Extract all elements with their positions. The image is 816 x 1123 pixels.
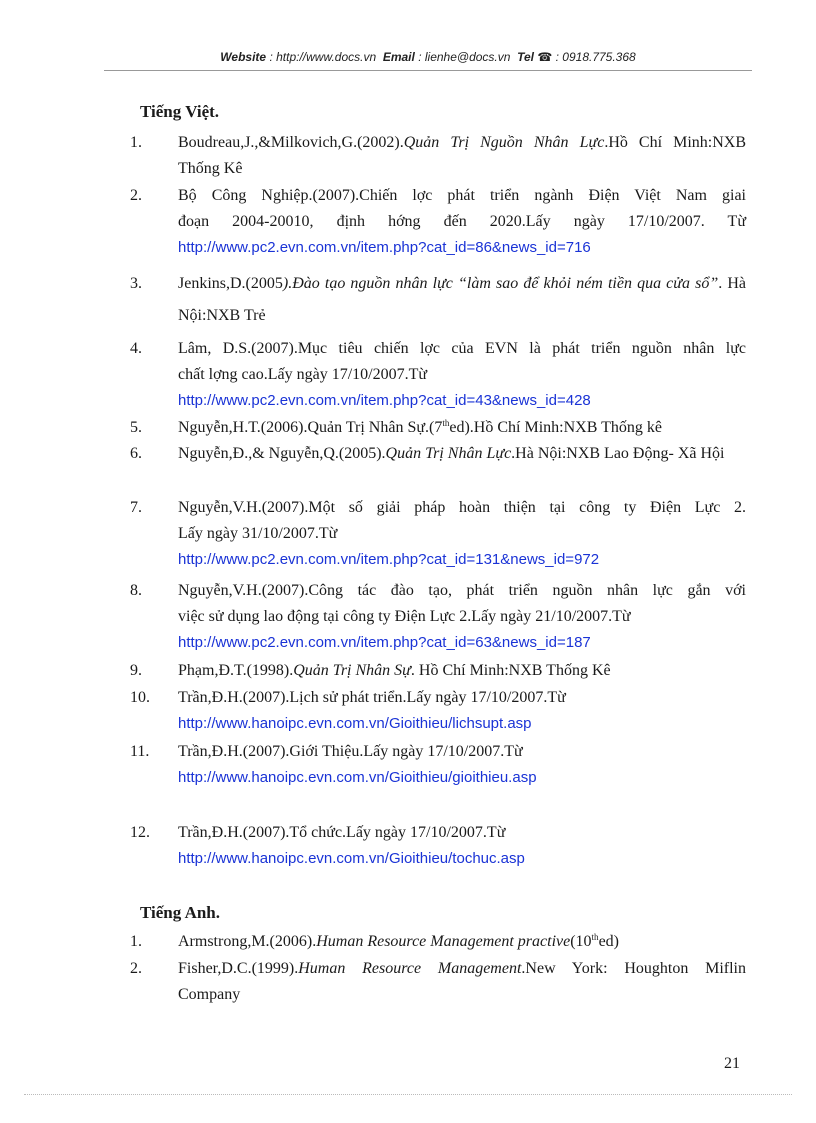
- website-label: Website: [220, 50, 267, 64]
- reference-publisher: . Hà Nội:NXB Trẻ: [178, 275, 746, 324]
- reference-title: Human Resource Management practive: [316, 933, 571, 950]
- reference-title: ).Đào tạo nguồn nhân lực “làm sao để khỏi ném tiền qua cửa sổ”: [282, 275, 719, 292]
- header-divider: [104, 70, 752, 71]
- reference-item: [130, 929, 746, 955]
- reference-text: việc sử dụng lao động tại công ty Điện Lực 2.Lấy ngày 21/10/2007.Từ: [178, 608, 631, 625]
- reference-item: [130, 578, 746, 656]
- superscript: th: [442, 418, 450, 428]
- reference-author: Boudreau,J.,&Milkovich,G.(2002).: [178, 134, 404, 151]
- page-bottom-divider: [24, 1094, 792, 1095]
- reference-number: 9.: [130, 662, 142, 679]
- reference-publisher: .Hồ Chí Minh:NXB Thống Kê: [178, 134, 747, 177]
- reference-author: Armstrong,M.(2006).: [178, 933, 317, 950]
- page-number: 21: [724, 1055, 740, 1072]
- reference-text: Lấy ngày 31/10/2007.Từ: [178, 525, 338, 542]
- reference-number: 5.: [130, 419, 142, 436]
- reference-number: 2.: [130, 187, 142, 204]
- reference-author: Jenkins,D.(2005: [178, 275, 283, 292]
- reference-link[interactable]: http://www.pc2.evn.com.vn/item.php?cat_id=131&news_id=972: [178, 551, 600, 568]
- reference-number: 6.: [130, 445, 142, 462]
- reference-text: Trần,Đ.H.(2007).Tổ chức.Lấy ngày 17/10/2007.Từ: [178, 824, 506, 841]
- reference-number: 2.: [130, 960, 142, 977]
- reference-text: Trần,Đ.H.(2007).Lịch sử phát triển.Lấy ngày 17/10/2007.Từ: [178, 689, 566, 706]
- reference-item: [130, 820, 746, 872]
- reference-author: Nguyễn,Đ.,& Nguyễn,Q.(2005).: [178, 445, 386, 462]
- superscript: th: [591, 932, 599, 942]
- reference-link[interactable]: http://www.pc2.evn.com.vn/item.php?cat_id=86&news_id=716: [178, 239, 591, 256]
- reference-text: ed): [598, 933, 619, 950]
- reference-item: [130, 130, 746, 182]
- reference-item: [130, 183, 746, 261]
- reference-item: [130, 415, 746, 441]
- reference-item: [130, 956, 746, 1008]
- reference-text: Bộ Công Nghiệp.(2007).Chiến lợc phát triển ngành Điện Việt Nam giai: [178, 187, 746, 204]
- reference-author: Fisher,D.C.(1999).: [178, 960, 299, 977]
- tel-label: Tel: [517, 50, 534, 64]
- reference-number: 4.: [130, 340, 142, 357]
- reference-number: 12.: [130, 824, 150, 841]
- reference-title: Quản Trị Nhân Sự: [293, 662, 411, 679]
- reference-publisher: .New York: Houghton Miflin Company: [178, 960, 747, 1003]
- reference-text: chất lợng cao.Lấy ngày 17/10/2007.Từ: [178, 366, 428, 383]
- reference-item: [130, 658, 746, 684]
- reference-number: 8.: [130, 582, 142, 599]
- section-title-english: Tiếng Anh.: [140, 903, 221, 922]
- reference-number: 7.: [130, 499, 142, 516]
- reference-item: [130, 441, 746, 467]
- reference-number: 1.: [130, 933, 142, 950]
- reference-number: 11.: [130, 743, 150, 760]
- reference-publisher: . Hồ Chí Minh:NXB Thống Kê: [410, 662, 611, 679]
- reference-link[interactable]: http://www.pc2.evn.com.vn/item.php?cat_id=63&news_id=187: [178, 634, 591, 651]
- reference-link[interactable]: http://www.pc2.evn.com.vn/item.php?cat_id=43&news_id=428: [178, 392, 591, 409]
- reference-item: [130, 495, 746, 573]
- reference-number: 1.: [130, 134, 142, 151]
- reference-number: 3.: [130, 275, 142, 292]
- website-value: : http://www.docs.vn: [269, 50, 377, 64]
- reference-text: Nguyễn,V.H.(2007).Một số giải pháp hoàn thiện tại công ty Điện Lực 2.: [178, 499, 746, 516]
- reference-text: (10: [570, 933, 592, 950]
- reference-title: Quản Trị Nguồn Nhân Lực: [403, 134, 605, 151]
- email-label: Email: [382, 50, 415, 64]
- reference-link[interactable]: http://www.hanoipc.evn.com.vn/Gioithieu/gioithieu.asp: [178, 769, 537, 786]
- reference-title: Quản Trị Nhân Lực: [385, 445, 512, 462]
- section-title-vietnamese: Tiếng Việt.: [140, 102, 220, 121]
- reference-title: Human Resource Management: [298, 960, 522, 977]
- reference-text: Lâm, D.S.(2007).Mục tiêu chiến lợc của EVN là phát triển nguồn nhân lực: [178, 340, 746, 357]
- reference-item: [130, 268, 746, 332]
- reference-publisher: .Hà Nội:NXB Lao Động- Xã Hội: [511, 445, 725, 462]
- reference-item: [130, 336, 746, 414]
- reference-item: [130, 739, 746, 791]
- reference-text: Trần,Đ.H.(2007).Giới Thiệu.Lấy ngày 17/10/2007.Từ: [178, 743, 523, 760]
- reference-link[interactable]: http://www.hanoipc.evn.com.vn/Gioithieu/lichsupt.asp: [178, 715, 532, 732]
- reference-number: 10.: [130, 689, 150, 706]
- page-header: [104, 50, 752, 64]
- tel-value: ☎ : 0918.775.368: [537, 50, 636, 64]
- reference-text: Nguyễn,V.H.(2007).Công tác đào tạo, phát triển nguồn nhân lực gắn với: [178, 582, 746, 599]
- email-value: : lienhe@docs.vn: [418, 50, 511, 64]
- reference-text: đoạn 2004-20010, định hớng đến 2020.Lấy ngày 17/10/2007. Từ: [178, 213, 746, 230]
- reference-author: Phạm,Đ.T.(1998).: [178, 662, 294, 679]
- reference-link[interactable]: http://www.hanoipc.evn.com.vn/Gioithieu/tochuc.asp: [178, 850, 525, 867]
- reference-item: [130, 685, 746, 737]
- reference-text: ed).Hồ Chí Minh:NXB Thống kê: [449, 419, 662, 436]
- reference-text: Nguyễn,H.T.(2006).Quản Trị Nhân Sự.(7: [178, 419, 443, 436]
